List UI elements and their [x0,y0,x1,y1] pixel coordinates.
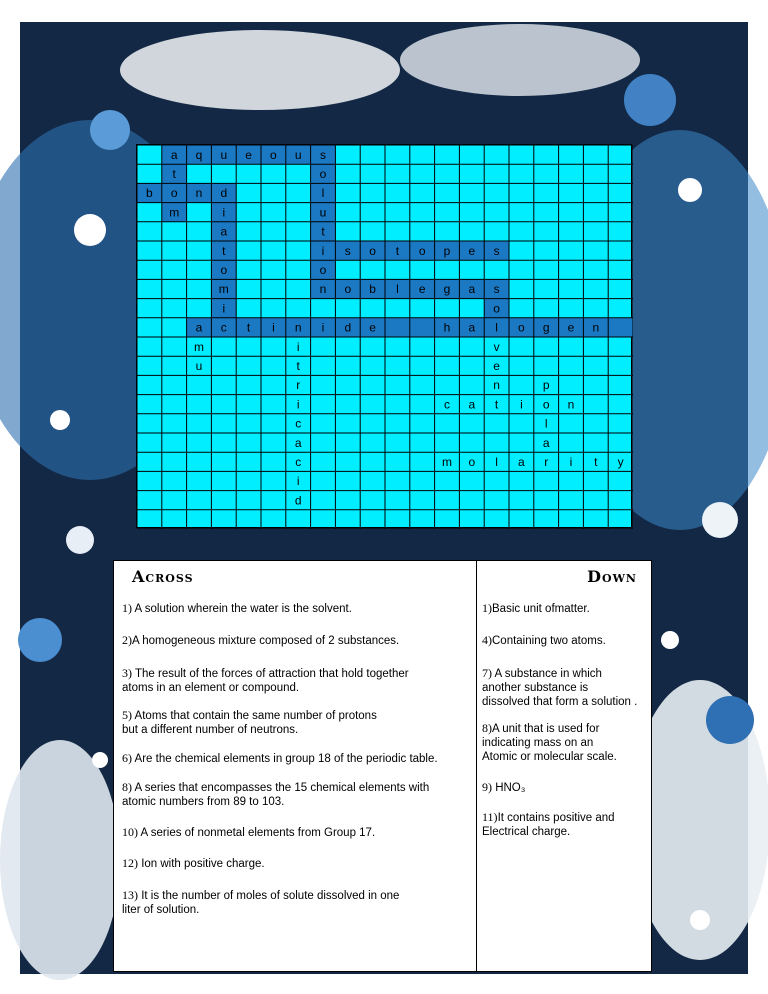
grid-letter: d [294,493,302,508]
down-clue-11: 11)It contains positive and Electrical charge. [482,810,615,838]
grid-letter: i [222,301,226,316]
grid-letter: d [344,320,352,335]
grid-letter: a [518,455,525,470]
grid-letter: t [494,397,499,412]
grid-letter: b [146,186,153,201]
crossword-grid [136,144,632,528]
grid-letter: a [468,320,476,335]
grid-letter: i [321,320,325,335]
grid-letter: t [321,224,325,239]
grid-letter: a [468,397,476,412]
across-clue-6: 6) Are the chemical elements in group 18 of the periodic table. [122,751,438,765]
grid-letter: v [493,339,500,354]
grid-letter: e [567,320,575,335]
grid-letter: o [542,397,550,412]
grid-letter: o [493,301,500,316]
grid-letter: n [319,282,327,297]
across-clue-13: 13) It is the number of moles of solute dissolved in one liter of solution. [122,888,400,916]
across-clue-3: 3) The result of the forces of attraction that hold together atoms in an element or compound. [122,666,409,694]
grid-letter: i [520,397,523,412]
grid-letter: o [270,147,277,162]
grid-letter: s [344,243,351,258]
grid-letter: t [296,359,300,374]
grid-letter: t [594,455,598,470]
grid-letter: n [567,397,575,412]
grid-letter: y [617,455,624,470]
grid-letter: i [272,320,275,335]
grid-letter: o [518,320,525,335]
grid-letter: o [344,282,352,297]
clues-panel [113,560,652,972]
grid-letter: m [194,339,204,354]
grid-letter: r [544,455,549,470]
grid-letter: b [369,282,376,297]
grid-letter: n [592,320,600,335]
filled-cell [608,318,633,337]
down-clue-7: 7) A substance in which another substance is dissolved that form a solution . [482,666,638,708]
grid-letter: d [220,186,228,201]
column-divider [476,561,477,972]
grid-letter: c [295,455,302,470]
filled-cell [385,318,410,337]
grid-letter: o [220,263,228,278]
across-clue-2: 2)A homogeneous mixture composed of 2 substances. [122,633,400,647]
grid-letter: o [319,167,327,182]
down-clue-8: 8)A unit that is used for indicating mass on an Atomic or molecular scale. [482,721,617,763]
grid-letter: i [321,243,325,258]
grid-letter: m [218,282,229,297]
grid-letter: s [320,147,326,162]
grid-letter: l [321,186,325,201]
grid-letter: l [495,320,498,335]
down-heading: Down [587,567,637,586]
grid-letter: q [195,147,203,162]
grid-letter: u [294,147,302,162]
across-clue-1: 1) A solution wherein the water is the solvent. [122,601,352,615]
grid-letter: e [369,320,376,335]
down-clue-1: 1)Basic unit ofmatter. [482,601,590,615]
grid-letter: a [195,320,203,335]
grid-letter: i [569,455,573,470]
crossword-grid-canvas [137,145,633,529]
grid-letter: g [542,320,550,335]
across-clue-5: 5) Atoms that contain the same number of protons but a different number of neutrons. [122,708,377,736]
grid-letter: e [493,359,500,374]
down-clue-4: 4)Containing two atoms. [482,633,606,647]
grid-letter: e [468,243,476,258]
down-clue-9: 9) HNO₃ [482,780,526,794]
grid-letter: s [493,282,500,297]
grid-letter: i [222,205,226,220]
grid-letter: a [220,224,228,239]
grid-letter: t [395,243,400,258]
grid-letter: a [170,147,178,162]
across-clue-12: 12) Ion with positive charge. [122,856,265,870]
grid-letter: o [468,455,476,470]
grid-letter: l [396,282,399,297]
grid-letter: r [296,378,301,393]
grid-letter: c [444,397,450,412]
grid-letter: u [319,205,327,220]
grid-letter: o [418,243,426,258]
grid-letter: u [220,147,228,162]
grid-letter: e [418,282,426,297]
across-clue-10: 10) A series of nonmetal elements from Group 17. [122,825,376,839]
grid-letter: c [295,416,302,431]
grid-letter: i [296,339,300,354]
grid-letter: o [369,243,376,258]
grid-letter: t [246,320,251,335]
grid-letter: t [222,243,226,258]
grid-letter: s [493,243,500,258]
grid-letter: p [443,243,451,258]
grid-letter: o [319,263,327,278]
grid-letter: a [294,435,302,450]
grid-letter: t [172,167,176,182]
grid-letter: m [169,205,180,220]
grid-letter: a [542,435,550,450]
grid-letter: m [442,455,452,470]
grid-letter: n [195,186,203,201]
grid-letter: a [468,282,476,297]
grid-letter: c [220,320,227,335]
grid-letter: l [495,455,498,470]
grid-letter: u [195,359,203,374]
grid-letter: l [544,416,548,431]
grid-letter: i [296,474,300,489]
grid-letter: n [493,378,500,393]
across-heading: Across [132,567,194,586]
grid-letter: n [294,320,302,335]
across-clue-8: 8) A series that encompasses the 15 chemical elements with atomic numbers from 89 to 103. [122,780,430,808]
filled-cell [410,318,435,337]
grid-letter: g [443,282,451,297]
grid-letter: i [296,397,300,412]
grid-letter: p [542,378,550,393]
grid-letter: h [443,320,451,335]
grid-letter: o [170,186,178,201]
grid-letter: e [245,147,252,162]
